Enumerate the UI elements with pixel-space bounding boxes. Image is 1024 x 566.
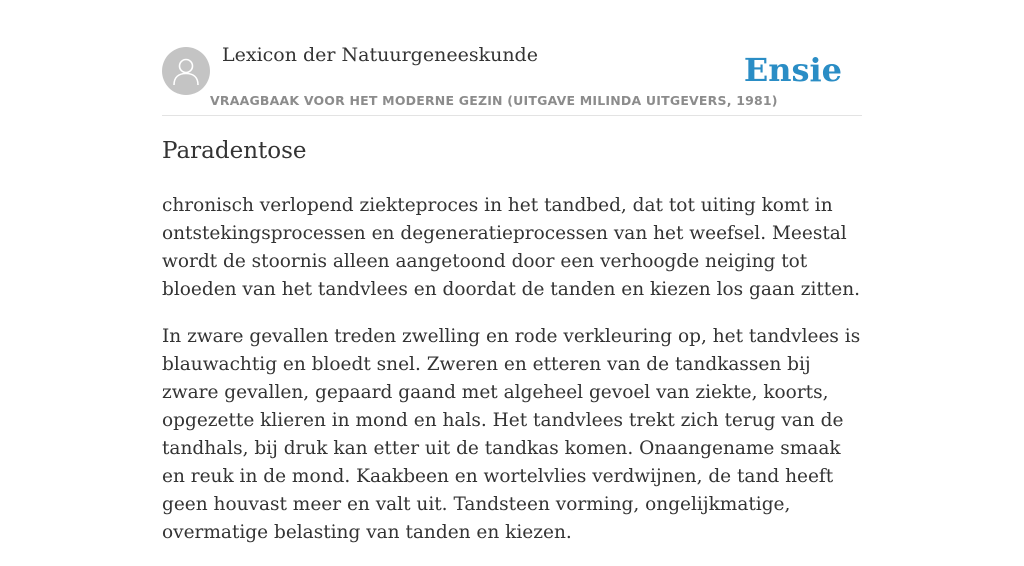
source-avatar[interactable] xyxy=(162,47,210,95)
content-container xyxy=(162,0,862,543)
source-title-link[interactable]: Lexicon der Natuurgeneeskunde xyxy=(222,44,538,66)
source-header xyxy=(162,0,862,116)
brand-logo[interactable]: Ensie xyxy=(743,51,842,89)
entry-body xyxy=(162,192,864,566)
entry-paragraph: In zware gevallen treden zwelling en rode verkleuring op, het tandvlees is blauwachtig en bloedt snel. Zweren en etteren van de tandkassen bij zware gevallen, gepaard gaand met algeheel gevoel van ziekte, koorts, opgezette klieren in mond en hals. Het tandvlees trekt zich terug van de tandhals, bij druk kan etter uit de tandkas komen. Onaangename smaak en reuk in de mond. Kaakbeen en wortelvlies verdwijnen, de tand heeft geen houvast meer en valt uit. Tandsteen vorming, ongelijkmatige, overmatige belasting van tanden en kiezen. xyxy=(162,326,861,543)
source-subtitle: VRAAGBAAK VOOR HET MODERNE GEZIN (UITGAVE MILINDA UITGEVERS, 1981) xyxy=(210,93,778,108)
entry-paragraph: chronisch verlopend ziekteproces in het tandbed, dat tot uiting komt in ontstekingsprocessen en degeneratieprocessen van het weefsel. Meestal wordt de stoornis alleen aangetoond door een verhoogde neiging tot bloeden van het tandvlees en doordat de tanden en kiezen los gaan zitten. xyxy=(162,195,860,300)
user-icon xyxy=(172,56,200,86)
entry-title: Paradentose xyxy=(162,138,307,164)
